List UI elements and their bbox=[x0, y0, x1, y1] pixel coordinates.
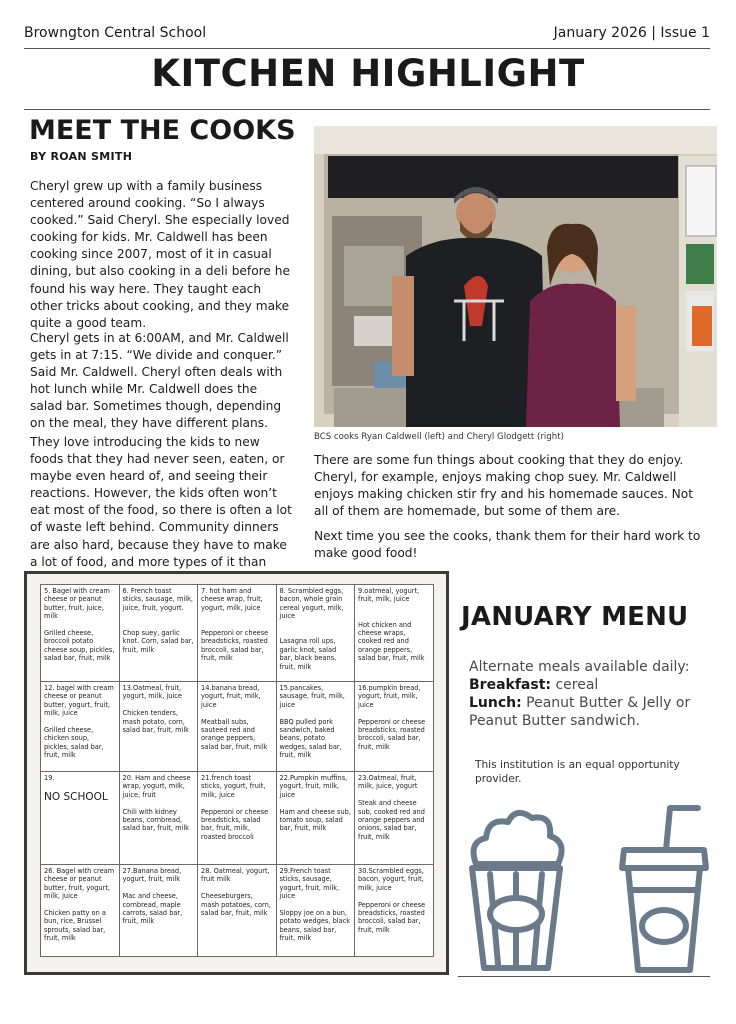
menu-day-cell bbox=[355, 772, 434, 865]
january-menu-title: JANUARY MENU bbox=[461, 602, 689, 632]
masthead-rule bbox=[24, 109, 710, 110]
article-paragraph-2: Cheryl gets in at 6:00AM, and Mr. Caldwell gets in at 7:15. “We divide and conquer.” Said Mr. Caldwell. Cheryl often deals with hot lunch while Mr. Caldwell does the salad bar. Sometimes though, depending on the meal, they have different plans. bbox=[30, 331, 289, 431]
menu-day-text: 26. Bagel with cream cheese or peanut butter, fruit, yogurt, milk, juice Chicken patty on a bun, rice, Brussel sprouts, salad bar, fruit, milk bbox=[44, 867, 115, 943]
menu-day-text: 21.french toast sticks, yogurt, fruit, milk, juice Pepperoni or cheese breadsticks, salad bar, fruit, milk, roasted broccoli bbox=[201, 774, 269, 841]
menu-day-text: 23.Oatmeal, fruit, milk, juice, yogurt Steak and cheese sub, cooked red and orange peppers and onions, salad bar, fruit, milk bbox=[358, 774, 425, 841]
menu-day-cell bbox=[119, 585, 198, 682]
article-paragraph-3: They love introducing the kids to new foods that they had never seen, eaten, or maybe even heard of, and seeing their reactions. However, the kids often won’t eat most of the food, so there is often a lot of waste left behind. Community dinners are also hard, because they have to make a lot of food, and more types of it than bbox=[30, 435, 292, 569]
menu-week-4 bbox=[41, 865, 434, 957]
alternate-meals bbox=[469, 658, 719, 730]
menu-day-text: 22.Pumpkin muffins, yogurt, fruit, milk, juice Ham and cheese sub, tomato soup, salad bar, fruit, milk bbox=[279, 774, 351, 833]
lunch-line bbox=[469, 694, 719, 730]
issue-label: January 2026 | Issue 1 bbox=[553, 25, 710, 41]
menu-day-text: 9.oatmeal, yogurt, fruit, milk, juice Hot chicken and cheese wraps, cooked red and orange peppers, salad bar, fruit, milk bbox=[358, 587, 425, 663]
menu-day-text: 5. Bagel with cream cheese or peanut butter, fruit, juice, milk Grilled cheese, broccoli potato cheese soup, pickles, salad bar, fruit, milk bbox=[44, 587, 115, 663]
menu-day-text: 13.Oatmeal, fruit, yogurt, milk, juice Chicken tenders, mash potato, corn, salad bar, fruit, milk bbox=[122, 684, 189, 735]
popcorn-icon bbox=[464, 802, 568, 972]
menu-day-cell bbox=[119, 682, 198, 772]
menu-day-text: 16.pumpkin bread, yogurt, fruit, milk, juice Pepperoni or cheese breadsticks, roasted broccoli, salad bar, fruit, milk bbox=[358, 684, 426, 751]
menu-day-cell bbox=[198, 865, 277, 957]
article-paragraph-4: There are some fun things about cooking that they do enjoy. Cheryl, for example, enjoys making chop suey. Mr. Caldwell enjoys making chicken stir fry and his homemade sauces. Not all of them are homemade, but some of them are. bbox=[314, 453, 693, 519]
lunch-value: Peanut Butter & Jelly or Peanut Butter sandwich. bbox=[469, 695, 691, 729]
menu-day-cell bbox=[276, 865, 355, 957]
menu-day-cell bbox=[41, 585, 120, 682]
menu-day-text: 6. French toast sticks, sausage, milk, juice, fruit, yogurt. Chop suey, garlic knot. Corn, salad bar, fruit, milk bbox=[122, 587, 194, 654]
photo-caption: BCS cooks Ryan Caldwell (left) and Cheryl Glodgett (right) bbox=[314, 432, 564, 442]
breakfast-line bbox=[469, 676, 719, 694]
article-paragraph-1: Cheryl grew up with a family business centered around cooking. “So I always cooked.” Said Cheryl. She especially loved cooking for kids. Mr. Caldwell has been cooking since 2007, most of it in casual dining, but also cooking in a deli before he found his way here. They taught each other tricks about cooking, and they make quite a good team. bbox=[30, 179, 291, 330]
menu-day-cell bbox=[198, 772, 277, 865]
equal-opportunity-notice: This institution is an equal opportunity provider. bbox=[475, 759, 680, 785]
menu-day-text: 28. Oatmeal, yogurt, fruit milk Cheeseburgers, mash potatoes, corn, salad bar, fruit, milk bbox=[201, 867, 271, 918]
breakfast-label: Breakfast: bbox=[469, 677, 551, 693]
menu-day-cell bbox=[41, 682, 120, 772]
cooks-photo bbox=[314, 126, 717, 427]
menu-day-cell bbox=[41, 772, 120, 865]
school-name: Browngton Central School bbox=[24, 25, 207, 41]
top-rule bbox=[24, 48, 710, 49]
menu-day-cell bbox=[355, 585, 434, 682]
article-byline: BY ROAN SMITH bbox=[30, 150, 133, 163]
menu-day-cell bbox=[355, 682, 434, 772]
menu-day-text: 8. Scrambled eggs, bacon, whole grain cereal yogurt, milk, juice Lasagna roll ups, garlic knot, salad bar, black beans, fruit, milk bbox=[279, 587, 344, 671]
menu-day-text: 14.banana bread, yogurt, fruit, milk, juice Meatball subs, sauteed red and orange peppers, salad bar, fruit, milk bbox=[201, 684, 268, 751]
menu-week-3 bbox=[41, 772, 434, 865]
menu-day-text: 30.Scrambled eggs, bacon, yogurt, fruit, milk, juice Pepperoni or cheese breadsticks, roasted broccoli, salad bar, fruit, milk bbox=[358, 867, 426, 934]
menu-week-2 bbox=[41, 682, 434, 772]
menu-day-text: 12. bagel with cream cheese or peanut butter, yogurt, fruit, milk, juice Grilled cheese, chicken soup, pickles, salad bar, fruit, milk bbox=[44, 684, 114, 760]
article-paragraph-5: Next time you see the cooks, thank them for their hard work to make good food! bbox=[314, 529, 701, 561]
menu-day-cell bbox=[119, 865, 198, 957]
menu-day-cell bbox=[355, 865, 434, 957]
menu-day-cell bbox=[276, 772, 355, 865]
menu-day-text: 29.French toast sticks, sausage, yogurt, fruit, milk, juice Sloppy joe on a bun, potato wedges, black beans, salad bar, fruit, milk bbox=[279, 867, 351, 943]
menu-day-text: 27.Banana bread, yogurt, fruit, milk Mac and cheese, cornbread, maple carrots, salad bar, fruit, milk bbox=[122, 867, 183, 926]
menu-day-cell bbox=[41, 865, 120, 957]
menu-week-1 bbox=[41, 585, 434, 682]
menu-day-cell bbox=[276, 682, 355, 772]
lunch-label: Lunch: bbox=[469, 695, 522, 711]
masthead-title: KITCHEN HIGHLIGHT bbox=[151, 52, 585, 95]
menu-day-cell bbox=[276, 585, 355, 682]
menu-day-text: 19. bbox=[44, 774, 55, 782]
menu-day-cell bbox=[198, 585, 277, 682]
menu-day-cell bbox=[119, 772, 198, 865]
menu-day-text: 7. hot ham and cheese wrap, fruit, yogurt, milk, juice Pepperoni or cheese breadsticks, roasted broccoli, salad bar, fruit, milk bbox=[201, 587, 269, 663]
no-school-label: NO SCHOOL bbox=[44, 791, 108, 804]
menu-day-text: 20. Ham and cheese wrap, yogurt, milk, juice, fruit Chili with kidney beans, cornbread, salad bar, fruit, milk bbox=[122, 774, 191, 833]
article-headline: MEET THE COOKS bbox=[29, 115, 296, 146]
menu-day-cell bbox=[198, 682, 277, 772]
alternate-intro: Alternate meals available daily: bbox=[469, 659, 690, 675]
menu-day-text: 15.pancakes, sausage, fruit, milk, juice BBQ pulled pork sandwich, baked beans, potato wedges, salad bar, fruit, milk bbox=[279, 684, 345, 760]
soda-cup-icon bbox=[614, 804, 714, 976]
menu-calendar bbox=[40, 584, 434, 957]
sidebar-bottom-rule bbox=[458, 976, 710, 977]
breakfast-value: cereal bbox=[551, 677, 599, 693]
